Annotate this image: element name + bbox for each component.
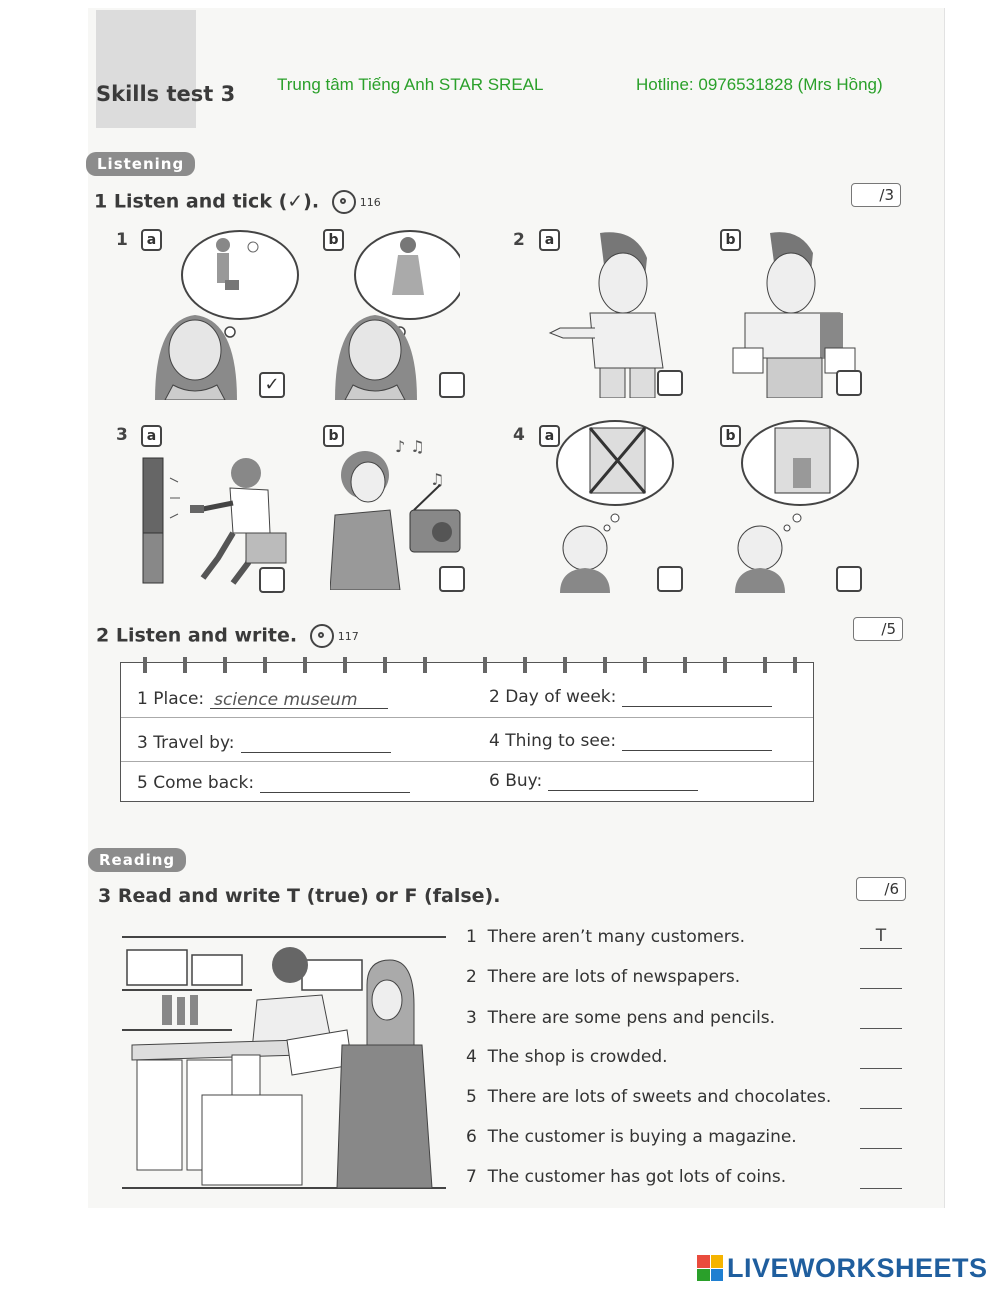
svg-text:♪ ♫: ♪ ♫ xyxy=(395,440,425,456)
exercise-3-number: 3 xyxy=(98,885,112,907)
statement-text: There aren’t many customers. xyxy=(487,927,746,947)
field-label: 2 Day of week: xyxy=(489,687,617,707)
item-number: 3 xyxy=(116,425,128,445)
svg-text:♫: ♫ xyxy=(430,470,445,489)
statement-number: 7 xyxy=(466,1167,477,1187)
statement-text: The customer is buying a magazine. xyxy=(487,1127,797,1147)
header-tab xyxy=(96,10,196,128)
field-come-back xyxy=(137,773,410,793)
field-label: 4 Thing to see: xyxy=(489,731,617,751)
cd-icon xyxy=(310,624,334,648)
hotline: Hotline: 0976531828 (Mrs Hồng) xyxy=(636,75,883,94)
field-thing xyxy=(489,731,772,751)
exercise-1-number: 1 xyxy=(94,190,108,213)
tick-box-4a[interactable] xyxy=(657,566,683,592)
answer-input-2[interactable] xyxy=(860,966,902,989)
boy-empty-hand-illustration xyxy=(545,228,670,398)
statement-text: There are lots of newspapers. xyxy=(487,967,741,987)
field-place xyxy=(137,689,388,709)
statement-text: The customer has got lots of coins. xyxy=(487,1167,787,1187)
cd-icon xyxy=(332,190,356,214)
statement-3 xyxy=(466,1008,775,1028)
field-label: 5 Come back: xyxy=(137,773,255,793)
answer-input-4[interactable] xyxy=(860,1046,902,1069)
score-box-1: /3 xyxy=(851,183,901,207)
field-label: 1 Place: xyxy=(137,689,205,709)
field-input[interactable] xyxy=(622,688,772,707)
field-input[interactable]: science museum xyxy=(210,690,388,709)
tick-box-2b[interactable] xyxy=(836,370,862,396)
tick-box-4b[interactable] xyxy=(836,566,862,592)
statement-number: 5 xyxy=(466,1087,477,1107)
exercise-1-text: Listen and tick (✓). xyxy=(113,190,320,213)
reading-label: Reading xyxy=(88,848,186,872)
exercise-2-title xyxy=(96,624,359,648)
statement-text: The shop is crowded. xyxy=(487,1047,668,1067)
score-box-2: /5 xyxy=(853,617,903,641)
tick-box-3b[interactable] xyxy=(439,566,465,592)
option-letter: b xyxy=(323,425,344,447)
tick-box-2a[interactable] xyxy=(657,370,683,396)
field-input[interactable] xyxy=(241,734,391,753)
page-title: Skills test 3 xyxy=(96,82,236,106)
statement-2 xyxy=(466,967,740,987)
statement-number: 3 xyxy=(466,1008,477,1028)
score-box-3: /6 xyxy=(856,877,906,901)
exercise-3-text: Read and write T (true) or F (false). xyxy=(117,885,501,907)
field-label: 6 Buy: xyxy=(489,771,543,791)
option-letter: a xyxy=(539,229,560,251)
statement-5 xyxy=(466,1087,831,1107)
option-letter: b xyxy=(323,229,344,251)
statement-number: 1 xyxy=(466,927,477,947)
field-input[interactable] xyxy=(622,732,772,751)
statement-6 xyxy=(466,1127,797,1147)
statement-1 xyxy=(466,927,745,947)
field-input[interactable] xyxy=(260,774,410,793)
spiral-binding xyxy=(121,655,815,677)
center-name: Trung tâm Tiếng Anh STAR SREAL xyxy=(277,75,544,94)
statement-number: 4 xyxy=(466,1047,477,1067)
liveworksheets-logo[interactable] xyxy=(697,1253,988,1283)
statement-text: There are lots of sweets and chocolates. xyxy=(487,1087,832,1107)
statement-7 xyxy=(466,1167,786,1187)
shop-illustration xyxy=(122,935,446,1190)
item-number: 1 xyxy=(116,230,128,250)
exercise-1-title xyxy=(94,190,381,214)
statement-4 xyxy=(466,1047,668,1067)
option-letter: a xyxy=(539,425,560,447)
exercise-2-text: Listen and write. xyxy=(115,624,298,647)
logo-text: LIVEWORKSHEETS xyxy=(727,1252,988,1283)
answer-input-3[interactable] xyxy=(860,1006,902,1029)
tick-box-1a[interactable]: ✓ xyxy=(259,372,285,398)
field-label: 3 Travel by: xyxy=(137,733,235,753)
field-input[interactable] xyxy=(548,772,698,791)
field-day xyxy=(489,687,772,707)
answer-input-7[interactable] xyxy=(860,1166,902,1189)
track-number: 117 xyxy=(337,629,359,643)
exercise-3-title xyxy=(98,885,500,907)
item-number: 4 xyxy=(513,425,525,445)
option-letter: b xyxy=(720,425,741,447)
statement-text: There are some pens and pencils. xyxy=(487,1008,776,1028)
statement-number: 2 xyxy=(466,967,477,987)
answer-input-1[interactable]: T xyxy=(860,926,902,949)
option-letter: a xyxy=(141,425,162,447)
option-letter: a xyxy=(141,229,162,251)
field-buy xyxy=(489,771,698,791)
notebook-form xyxy=(120,662,814,802)
tick-box-1b[interactable] xyxy=(439,372,465,398)
item-number: 2 xyxy=(513,230,525,250)
tick-box-3a[interactable] xyxy=(259,567,285,593)
answer-input-6[interactable] xyxy=(860,1126,902,1149)
listening-label: Listening xyxy=(86,152,195,176)
answer-input-5[interactable] xyxy=(860,1086,902,1109)
option-letter: b xyxy=(720,229,741,251)
track-number: 116 xyxy=(359,195,381,209)
logo-squares-icon xyxy=(697,1255,723,1281)
statement-number: 6 xyxy=(466,1127,477,1147)
exercise-2-number: 2 xyxy=(96,624,110,647)
field-travel xyxy=(137,733,391,753)
